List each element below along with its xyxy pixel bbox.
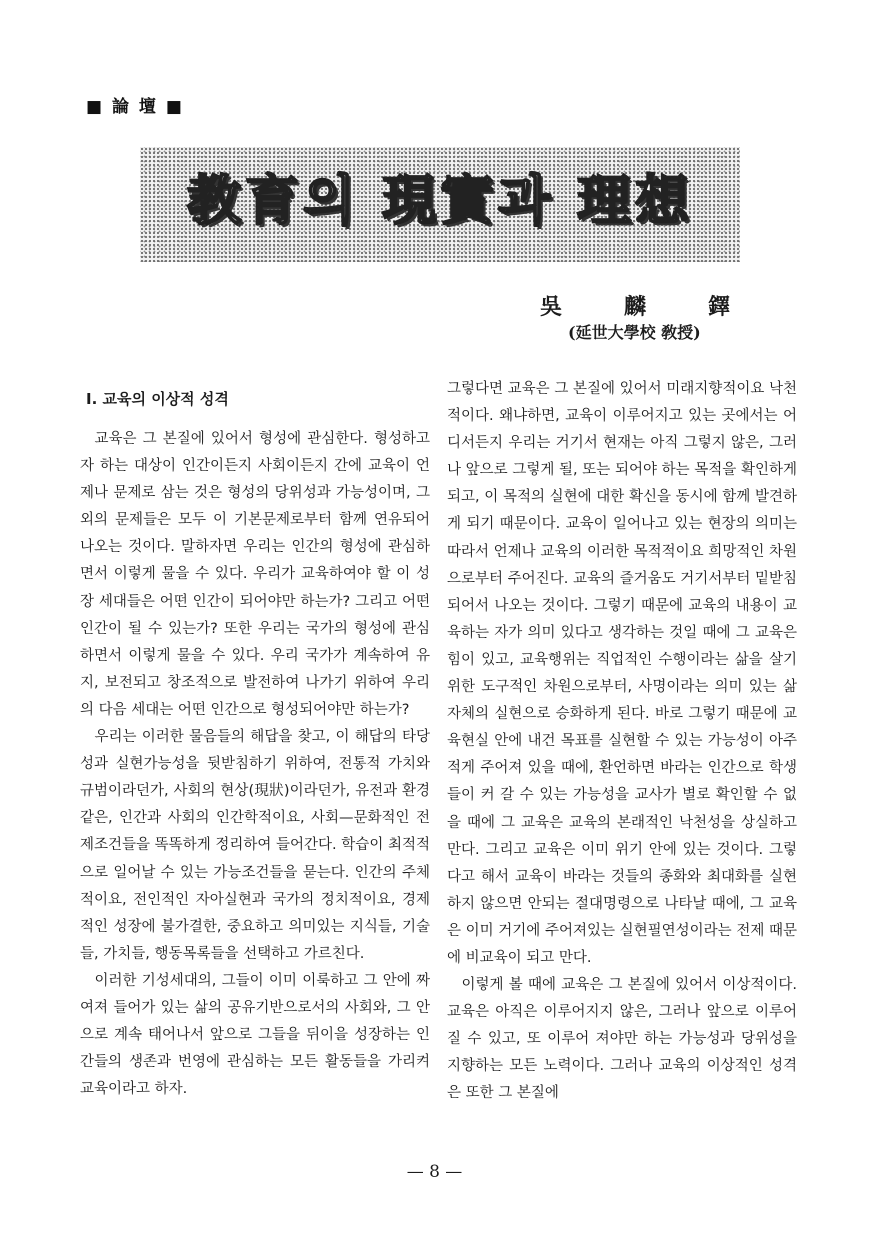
title-banner — [140, 147, 740, 262]
section-tag: ■ 論 壇 ■ — [86, 97, 184, 117]
author-name-part: 麟 — [623, 294, 646, 320]
page-number: — 8 — — [406, 1162, 463, 1182]
author-affiliation: (延世大學校 敎授) — [568, 323, 701, 342]
body-paragraph: 이렇게 볼 때에 교육은 그 본질에 있어서 이상적이다. 교육은 아직은 이루어지지 않은, 그러나 앞으로 이루어질 수 있고, 또 이루어 져야만 하는 가능성과 당위성을 지향하는 모든 노력이다. 그러나 교육의 이상적인 성격은 또한 그 본질에 — [447, 977, 797, 1102]
body-paragraph: 이러한 기성세대의, 그들이 이미 이룩하고 그 안에 짜여져 들어가 있는 삶의 공유기반으로서의 사회와, 그 안으로 계속 태어나서 앞으로 그들을 뒤이을 성장하는 인간들의 생존과 번영에 관심하는 모든 활동들을 가리켜 교육이라고 하자. — [80, 972, 430, 1098]
right-column — [447, 376, 797, 1108]
author-name-part: 吳 — [540, 294, 563, 320]
left-column — [80, 376, 430, 1103]
body-paragraph: 교육은 그 본질에 있어서 형성에 관심한다. 형성하고자 하는 대상이 인간이든지 사회이든지 간에 교육이 언제나 문제로 삼는 것은 형성의 당위성과 가능성이며, 그 외의 문제들은 모두 이 기본문제로부터 함께 연유되어 나오는 것이다. 말하자면 우리는 인간의 형성에 관심하면서 이렇게 물을 수 있다. 우리가 교육하여야 할 이 성장 세대들은 어떤 인간이 되어야만 하는가? 그리고 어떤 인간이 될 수 있는가? 또한 우리는 국가의 형성에 관심하면서 이렇게 물을 수 있다. 우리 국가가 계속하여 유지, 보전되고 창조적으로 발전하여 나가기 위하여 우리의 다음 세대는 어떤 인간으로 형성되어야만 하는가? — [80, 431, 430, 718]
author-name-part: 鐸 — [707, 294, 730, 320]
author-name — [540, 290, 730, 321]
section-heading: I. 교육의 이상적 성격 — [86, 390, 229, 408]
body-paragraph: 우리는 이러한 물음들의 해답을 찾고, 이 해답의 타당성과 실현가능성을 뒷받침하기 위하여, 전통적 가치와 규범이라던가, 사회의 현상(現狀)이라던가, 유전과 환경같은, 인간과 사회의 인간학적이요, 사회—문화적인 전제조건들을 똑똑하게 정리하여 들어간다. 학습이 최적적으로 일어날 수 있는 가능조건들을 묻는다. 인간의 주체적이요, 전인적인 자아실현과 국가의 정치적이요, 경제적인 성장에 불가결한, 중요하고 의미있는 지식들, 기술들, 가치들, 행동목록들을 선택하고 가르친다. — [80, 729, 430, 962]
body-paragraph: 그렇다면 교육은 그 본질에 있어서 미래지향적이요 낙천적이다. 왜냐하면, 교육이 이루어지고 있는 곳에서는 어디서든지 우리는 거기서 현재는 아직 그렇지 않은, 그러나 앞으로 그렇게 될, 또는 되어야 하는 목적을 확인하게 되고, 이 목적의 실현에 대한 확신을 동시에 함께 발견하게 되기 때문이다. 교육이 일어나고 있는 현장의 의미는 따라서 언제나 교육의 이러한 목적적이요 희망적인 차원으로부터 주어진다. 교육의 즐거움도 거기서부터 밑받침되어서 나오는 것이다. 그렇기 때문에 교육의 내용이 교육하는 자가 의미 있다고 생각하는 것일 때에 그 교육은 힘이 있고, 교육행위는 직업적인 수행이라는 삶을 살기 위한 도구적인 차원으로부터, 사명이라는 의미 있는 삶자체의 실현으로 승화하게 된다. 바로 그렇기 때문에 교육현실 안에 내건 목표를 실현할 수 있는 가능성이 아주 적게 주어져 있을 때에, 환언하면 바라는 인간으로 학생들이 커 갈 수 있는 가능성을 교사가 별로 확인할 수 없을 때에 그 교육은 교육의 본래적인 낙천성을 상실하고 만다. 그리고 교육은 이미 위기 안에 있는 것이다. 그렇다고 해서 교육이 바라는 것들의 종화와 최대화를 실현하지 않으면 안되는 절대명령으로 나타날 때에, 그 교육은 이미 거기에 주어져있는 실현필연성이라는 전제 때문에 비교육이 되고 만다. — [447, 381, 797, 966]
article-title: 教育의 現實과 理想 — [187, 169, 693, 232]
